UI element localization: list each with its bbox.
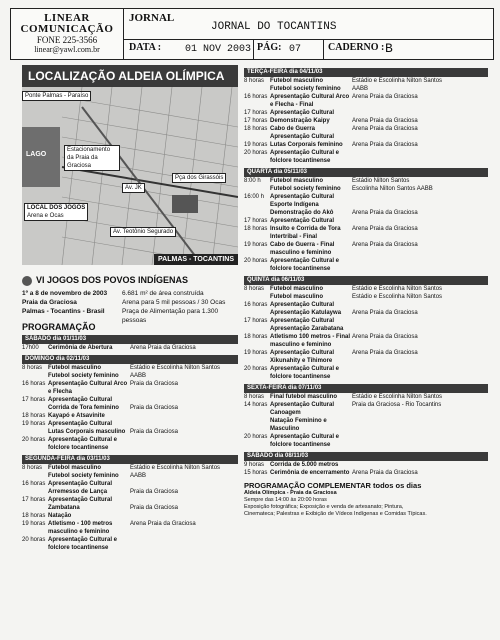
- event-title: Futebol society feminino: [270, 86, 341, 92]
- complement-line: Exposição fotográfica; Exposição e venda de artesanato; Pintura,: [244, 504, 404, 510]
- left-schedule: [22, 335, 238, 552]
- event-time: [244, 185, 270, 193]
- event-title: Apresentação Cultural: [48, 396, 113, 403]
- day-header: TERÇA-FEIRA dia 04/11/03: [244, 68, 488, 77]
- event-place: [352, 461, 488, 469]
- event-time: 20 horas: [244, 434, 268, 440]
- event-place: [352, 301, 488, 309]
- event-time: 18 horas: [244, 226, 268, 232]
- event-title: Apresentação Cultural: [48, 496, 113, 503]
- event-subhead: [22, 275, 238, 286]
- event-title: Intertribal - Final: [270, 234, 318, 240]
- event-place: Estádio e Escolinha Nilton Santos: [352, 394, 443, 400]
- event-place: [352, 257, 488, 273]
- info-a: Palmas - Tocantins - Brasil: [22, 307, 105, 315]
- complement-box: [244, 490, 488, 518]
- event-time: 17 horas: [244, 118, 268, 124]
- event-place: [352, 133, 488, 141]
- schedule-row: [22, 436, 238, 452]
- map-label-parking: Estacionamento da Praia da Graciosa: [64, 145, 120, 171]
- event-time: 20 horas: [244, 258, 268, 264]
- schedule-row: [244, 149, 488, 165]
- event-title: Futebol masculino: [270, 294, 324, 300]
- event-title: Arremesso de Lança: [48, 488, 108, 495]
- event-place: Arena Praia da Graciosa: [352, 470, 418, 476]
- event-time: 15 horas: [244, 470, 268, 476]
- event-title: Lutas Corporais feminino: [270, 142, 343, 148]
- event-time: [22, 428, 48, 436]
- day-header: QUINTA dia 06/11/03: [244, 276, 488, 285]
- event-place: [352, 417, 488, 433]
- schedule-row: [244, 117, 488, 125]
- complement-line: Cinemateca; Palestras e Exibição de Vídeos Indígenas e Comidas Típicas.: [244, 511, 427, 517]
- event-time: 16 horas: [244, 302, 268, 308]
- event-time: 18 horas: [244, 334, 268, 340]
- schedule-row: [22, 480, 238, 488]
- event-time: 19 horas: [22, 420, 46, 427]
- event-place: Arena Praia da Graciosa: [352, 94, 418, 100]
- event-title: Apresentação Cultural: [270, 318, 335, 324]
- event-time: 16 horas: [22, 380, 46, 387]
- event-title: Futebol masculino: [48, 364, 102, 371]
- event-title: Apresentação Cultural: [270, 302, 335, 308]
- schedule-row: [244, 433, 488, 449]
- event-place: Estádio Nilton Santos: [352, 178, 410, 184]
- event-time: 14 horas: [244, 402, 268, 408]
- event-place: [352, 233, 488, 241]
- event-title: Cerimônia de encerramento: [270, 470, 350, 476]
- games-label: LOCAL DOS JOGOS: [27, 205, 86, 211]
- agency-name-2: COMUNICAÇÃO: [20, 23, 114, 35]
- event-time: [244, 209, 270, 217]
- event-time: 8 horas: [244, 78, 265, 84]
- event-title: Apresentação Cultural Xikunahity e Tihimore: [270, 350, 335, 364]
- event-title: Apresentação Cultural: [270, 218, 335, 224]
- schedule-row: [244, 349, 488, 365]
- event-title: Natação: [48, 512, 72, 519]
- event-title: Apresentação Cultural Canoagem: [270, 402, 335, 416]
- event-title: Apresentação Zarabatana: [270, 326, 344, 332]
- schedule-row: [22, 364, 238, 372]
- event-time: [22, 472, 48, 480]
- notebook-label: CADERNO :: [328, 42, 385, 53]
- location-map: [22, 87, 238, 265]
- schedule-row: [244, 317, 488, 325]
- date-label: DATA :: [129, 42, 162, 53]
- event-title: Demonstração Kaipy: [270, 118, 330, 124]
- clipping-row: [123, 39, 493, 60]
- indigenous-emblem-icon: [22, 276, 32, 286]
- page-value: 07: [289, 44, 302, 55]
- event-place: [352, 149, 488, 165]
- event-time: 17 horas: [244, 318, 268, 324]
- event-time: [244, 201, 270, 209]
- schedule-row: [22, 472, 238, 480]
- program-title: PROGRAMAÇÃO: [22, 321, 96, 332]
- divider: [253, 40, 254, 60]
- event-place: [130, 412, 238, 420]
- event-time: 20 horas: [244, 150, 268, 156]
- schedule-row: [244, 209, 488, 217]
- event-title: Atletismo 100 metros - Final masculino e feminino: [270, 334, 351, 348]
- event-place: [352, 217, 488, 225]
- event-place: Praia da Graciosa: [130, 488, 179, 495]
- event-place: Escolinha Nilton Santos AABB: [352, 186, 433, 192]
- event-title: Apresentação Cultural: [270, 134, 335, 140]
- event-title: Apresentação Cultural e folclore tocantinense: [270, 258, 340, 272]
- event-title: Apresentação Cultural e folclore tocantinense: [48, 536, 118, 551]
- event-time: 19 horas: [244, 350, 268, 356]
- event-place: [352, 325, 488, 333]
- event-time: 9 horas: [244, 462, 265, 468]
- event-time: 8 horas: [244, 394, 265, 400]
- event-time: 17h00: [22, 344, 39, 351]
- info-row: [22, 289, 238, 298]
- event-title: Kayapó e Atsavinite: [48, 412, 105, 419]
- schedule-row: [244, 77, 488, 85]
- event-title: Apresentação Cultural e folclore tocantinense: [270, 434, 340, 448]
- event-time: 19 horas: [22, 520, 46, 527]
- event-time: 19 horas: [244, 142, 268, 148]
- schedule-row: [244, 241, 488, 257]
- city-label: PALMAS - TOCANTINS: [154, 254, 238, 265]
- info-a: Praia da Graciosa: [22, 298, 77, 306]
- event-title: Futebol society feminino: [48, 472, 119, 479]
- event-place: Arena Praia da Graciosa: [352, 118, 418, 124]
- info-row: [22, 298, 238, 307]
- event-title: Apresentação Cultural Arco e Flecha: [48, 380, 128, 395]
- event-place: AABB: [352, 86, 369, 92]
- subhead-text: VI JOGOS DOS POVOS INDÍGENAS: [36, 275, 189, 285]
- event-place: [130, 436, 238, 452]
- event-time: [244, 417, 270, 433]
- event-time: [22, 504, 48, 512]
- schedule-row: [244, 233, 488, 241]
- date-value: 01 NOV 2003: [185, 44, 252, 55]
- event-title: Esporte Indígena: [270, 202, 319, 208]
- schedule-row: [22, 404, 238, 412]
- event-time: 8 horas: [22, 464, 43, 471]
- event-place: [352, 193, 488, 201]
- event-title: Futebol masculino: [48, 464, 102, 471]
- info-a: 1º a 8 de novembro de 2003: [22, 289, 108, 297]
- event-title: Atletismo - 100 metros masculino e feminino: [48, 520, 113, 535]
- right-schedule: [244, 68, 488, 477]
- schedule-row: [244, 257, 488, 273]
- event-place: Arena Praia da Graciosa: [352, 210, 418, 216]
- right-column: [244, 65, 488, 518]
- event-title: Futebol society feminino: [48, 372, 119, 379]
- schedule-row: [244, 417, 488, 433]
- event-time: 17 horas: [22, 496, 46, 503]
- event-time: 8 horas: [244, 286, 265, 292]
- agency-phone: FONE 225-3566: [36, 35, 98, 45]
- event-place: [352, 365, 488, 381]
- map-label-teotonio: Av. Teotônio Segurado: [110, 227, 176, 237]
- event-title: Apresentação Cultural e folclore tocantinense: [48, 436, 118, 451]
- schedule-row: [22, 344, 238, 352]
- event-title: Apresentação Cultural: [270, 194, 335, 200]
- event-title: Final futebol masculino: [270, 394, 338, 400]
- event-place: Praia da Graciosa: [130, 428, 179, 435]
- schedule-row: [22, 536, 238, 552]
- event-place: Arena Praia da Graciosa: [352, 242, 418, 248]
- info-b: Arena para 5 mil pessoas / 30 Ocas: [122, 298, 226, 306]
- event-time: [244, 293, 270, 301]
- event-title: Cerimônia de Abertura: [48, 344, 113, 351]
- event-place: Arena Praia da Graciosa: [352, 334, 418, 340]
- event-time: [244, 133, 270, 141]
- schedule-row: [244, 285, 488, 293]
- schedule-row: [244, 393, 488, 401]
- day-header: SEXTA-FEIRA dia 07/11/03: [244, 384, 488, 393]
- page-label: PÁG:: [257, 42, 282, 53]
- journal-value: JORNAL DO TOCANTINS: [211, 21, 337, 33]
- event-place: [130, 396, 238, 404]
- event-time: 8 horas: [22, 364, 43, 371]
- schedule-row: [244, 193, 488, 201]
- event-time: [244, 325, 270, 333]
- event-place: Arena Praia da Graciosa: [352, 126, 418, 132]
- schedule-row: [22, 488, 238, 496]
- event-place: Estádio e Escolinha Nilton Santos: [352, 78, 443, 84]
- map-label-games: [24, 203, 88, 221]
- map-label-square: Pça dos Girassóis: [172, 173, 226, 183]
- schedule-row: [244, 333, 488, 349]
- schedule-row: [244, 293, 488, 301]
- headline: LOCALIZAÇÃO ALDEIA OLÍMPICA: [22, 65, 238, 87]
- event-title: Futebol masculino: [270, 178, 324, 184]
- info-row: [22, 307, 238, 324]
- event-time: [22, 404, 48, 412]
- schedule-row: [244, 325, 488, 333]
- event-place: [130, 536, 238, 552]
- event-time: 20 horas: [22, 436, 46, 443]
- event-place: AABB: [130, 472, 147, 479]
- event-time: 17 horas: [244, 110, 268, 116]
- event-place: [130, 512, 238, 520]
- event-place: [352, 317, 488, 325]
- clipping-header: [10, 8, 494, 60]
- agency-email: linear@yawl.com.br: [34, 45, 100, 54]
- schedule-row: [22, 464, 238, 472]
- event-title: Corrida de Tora feminino: [48, 404, 119, 411]
- map-label-bridge: Ponte Palmas - Paraíso: [22, 91, 91, 101]
- schedule-row: [244, 301, 488, 309]
- event-time: 8:00 h: [244, 178, 261, 184]
- schedule-row: [244, 93, 488, 109]
- journal-label: JORNAL: [129, 12, 175, 24]
- event-place: Arena Praia da Graciosa: [130, 344, 196, 351]
- games-sublabel: Arena e Ocas: [27, 213, 64, 219]
- left-column: [22, 65, 238, 552]
- schedule-row: [244, 133, 488, 141]
- day-header: QUARTA dia 05/11/03: [244, 168, 488, 177]
- schedule-row: [22, 428, 238, 436]
- schedule-row: [22, 396, 238, 404]
- event-place: Arena Praia da Graciosa: [352, 142, 418, 148]
- divider: [323, 40, 324, 60]
- event-title: Apresentação Cultural e folclore tocantinense: [270, 150, 340, 164]
- day-header: DOMINGO dia 02/11/03: [22, 355, 238, 364]
- event-place: Arena Praia da Graciosa: [352, 350, 418, 356]
- schedule-row: [244, 309, 488, 317]
- agency-name-1: LINEAR: [44, 12, 90, 24]
- event-place: [130, 420, 238, 428]
- event-time: 18 horas: [22, 412, 46, 419]
- event-time: [244, 309, 270, 317]
- agency-logo: [11, 9, 124, 59]
- day-header: SÁBADO dia 08/11/03: [244, 452, 488, 461]
- event-time: 17 horas: [22, 396, 46, 403]
- complement-title: PROGRAMAÇÃO COMPLEMENTAR todos os dias: [244, 481, 422, 490]
- event-title: Cabo de Guerra: [270, 126, 316, 132]
- lake-label: LAGO: [26, 151, 47, 158]
- day-header: SÁBADO dia 01/11/03: [22, 335, 238, 344]
- schedule-row: [22, 496, 238, 504]
- event-place: [352, 433, 488, 449]
- complement-line: Aldeia Olímpica - Praia da Graciosa: [244, 490, 337, 496]
- event-title: Cabo de Guerra - Final masculino e feminino: [270, 242, 335, 256]
- event-time: [244, 85, 270, 93]
- schedule-row: [22, 372, 238, 380]
- event-title: Futebol masculino: [270, 78, 324, 84]
- event-title: Apresentação Cultural: [270, 110, 335, 116]
- info-b: 6.681 m² de área construída: [122, 289, 204, 297]
- event-title: Apresentação Cultural: [48, 420, 113, 427]
- event-title: Futebol society feminino: [270, 186, 341, 192]
- schedule-row: [244, 141, 488, 149]
- schedule-row: [22, 512, 238, 520]
- event-place: [130, 496, 238, 504]
- schedule-row: [244, 469, 488, 477]
- notebook-value: B: [385, 41, 393, 56]
- event-place: Arena Praia da Graciosa: [130, 520, 196, 527]
- event-place: [130, 480, 238, 488]
- event-time: [22, 372, 48, 380]
- event-title: Futebol masculino: [270, 286, 324, 292]
- schedule-row: [22, 504, 238, 512]
- event-time: 20 horas: [244, 366, 268, 372]
- event-place: Praia da Graciosa: [130, 404, 179, 411]
- event-time: 16:00 h: [244, 194, 265, 200]
- event-title: Natação Feminino e Masculino: [270, 418, 327, 432]
- event-place: [352, 201, 488, 209]
- event-time: 19 horas: [244, 242, 268, 248]
- event-title: Apresentação Cultural e folclore tocantinense: [270, 366, 340, 380]
- event-place: [352, 109, 488, 117]
- event-title: Apresentação Cultural: [48, 480, 113, 487]
- event-time: [244, 233, 270, 241]
- event-time: 16 horas: [22, 480, 46, 487]
- event-place: Praia da Graciosa - Rio Tocantins: [352, 402, 442, 408]
- event-title: Apresentação Katulaywa: [270, 310, 342, 316]
- event-place: Estádio e Escolinha Nilton Santos: [130, 464, 221, 471]
- schedule-row: [22, 380, 238, 396]
- schedule-row: [244, 109, 488, 117]
- schedule-row: [22, 412, 238, 420]
- event-time: 18 horas: [22, 512, 46, 519]
- event-title: Corrida de 5.000 metros: [270, 462, 339, 468]
- schedule-row: [244, 125, 488, 133]
- schedule-row: [244, 365, 488, 381]
- event-place: Praia da Graciosa: [130, 504, 179, 511]
- event-title: Apresentação Cultural Arco e Flecha - Final: [270, 94, 350, 108]
- event-place: Estádio e Escolinha Nilton Santos: [130, 364, 221, 371]
- event-time: 17 horas: [244, 218, 268, 224]
- event-time: 18 horas: [244, 126, 268, 132]
- event-time: 16 horas: [244, 94, 268, 100]
- schedule-row: [244, 217, 488, 225]
- schedule-row: [244, 177, 488, 185]
- event-place: Estádio e Escolinha Nilton Santos: [352, 294, 443, 300]
- event-title: Zambatana: [48, 504, 80, 511]
- schedule-row: [244, 201, 488, 209]
- schedule-row: [244, 225, 488, 233]
- event-place: AABB: [130, 372, 147, 379]
- complement-line: Sempre das 14:00 às 20:00 horas: [244, 497, 327, 503]
- event-place: Arena Praia da Graciosa: [352, 226, 418, 232]
- schedule-row: [244, 85, 488, 93]
- schedule-row: [22, 520, 238, 536]
- schedule-row: [244, 185, 488, 193]
- schedule-row: [22, 420, 238, 428]
- map-label-av-jk: Av. JK: [122, 183, 145, 193]
- event-title: Lutas Corporais masculino: [48, 428, 126, 435]
- day-header: SEGUNDA-FEIRA dia 03/11/03: [22, 455, 238, 464]
- event-time: [22, 488, 48, 496]
- event-info: [22, 289, 238, 324]
- event-place: Arena Praia da Graciosa: [352, 310, 418, 316]
- event-place: Praia da Graciosa: [130, 380, 179, 387]
- schedule-row: [244, 461, 488, 469]
- event-title: Insulto e Corrida de Tora: [270, 226, 341, 232]
- info-b: Praça de Alimentação para 1.300 pessoas: [122, 307, 219, 324]
- event-title: Demonstração do Akô: [270, 210, 334, 216]
- schedule-row: [244, 401, 488, 417]
- event-time: 20 horas: [22, 536, 46, 543]
- event-place: Estádio e Escolinha Nilton Santos: [352, 286, 443, 292]
